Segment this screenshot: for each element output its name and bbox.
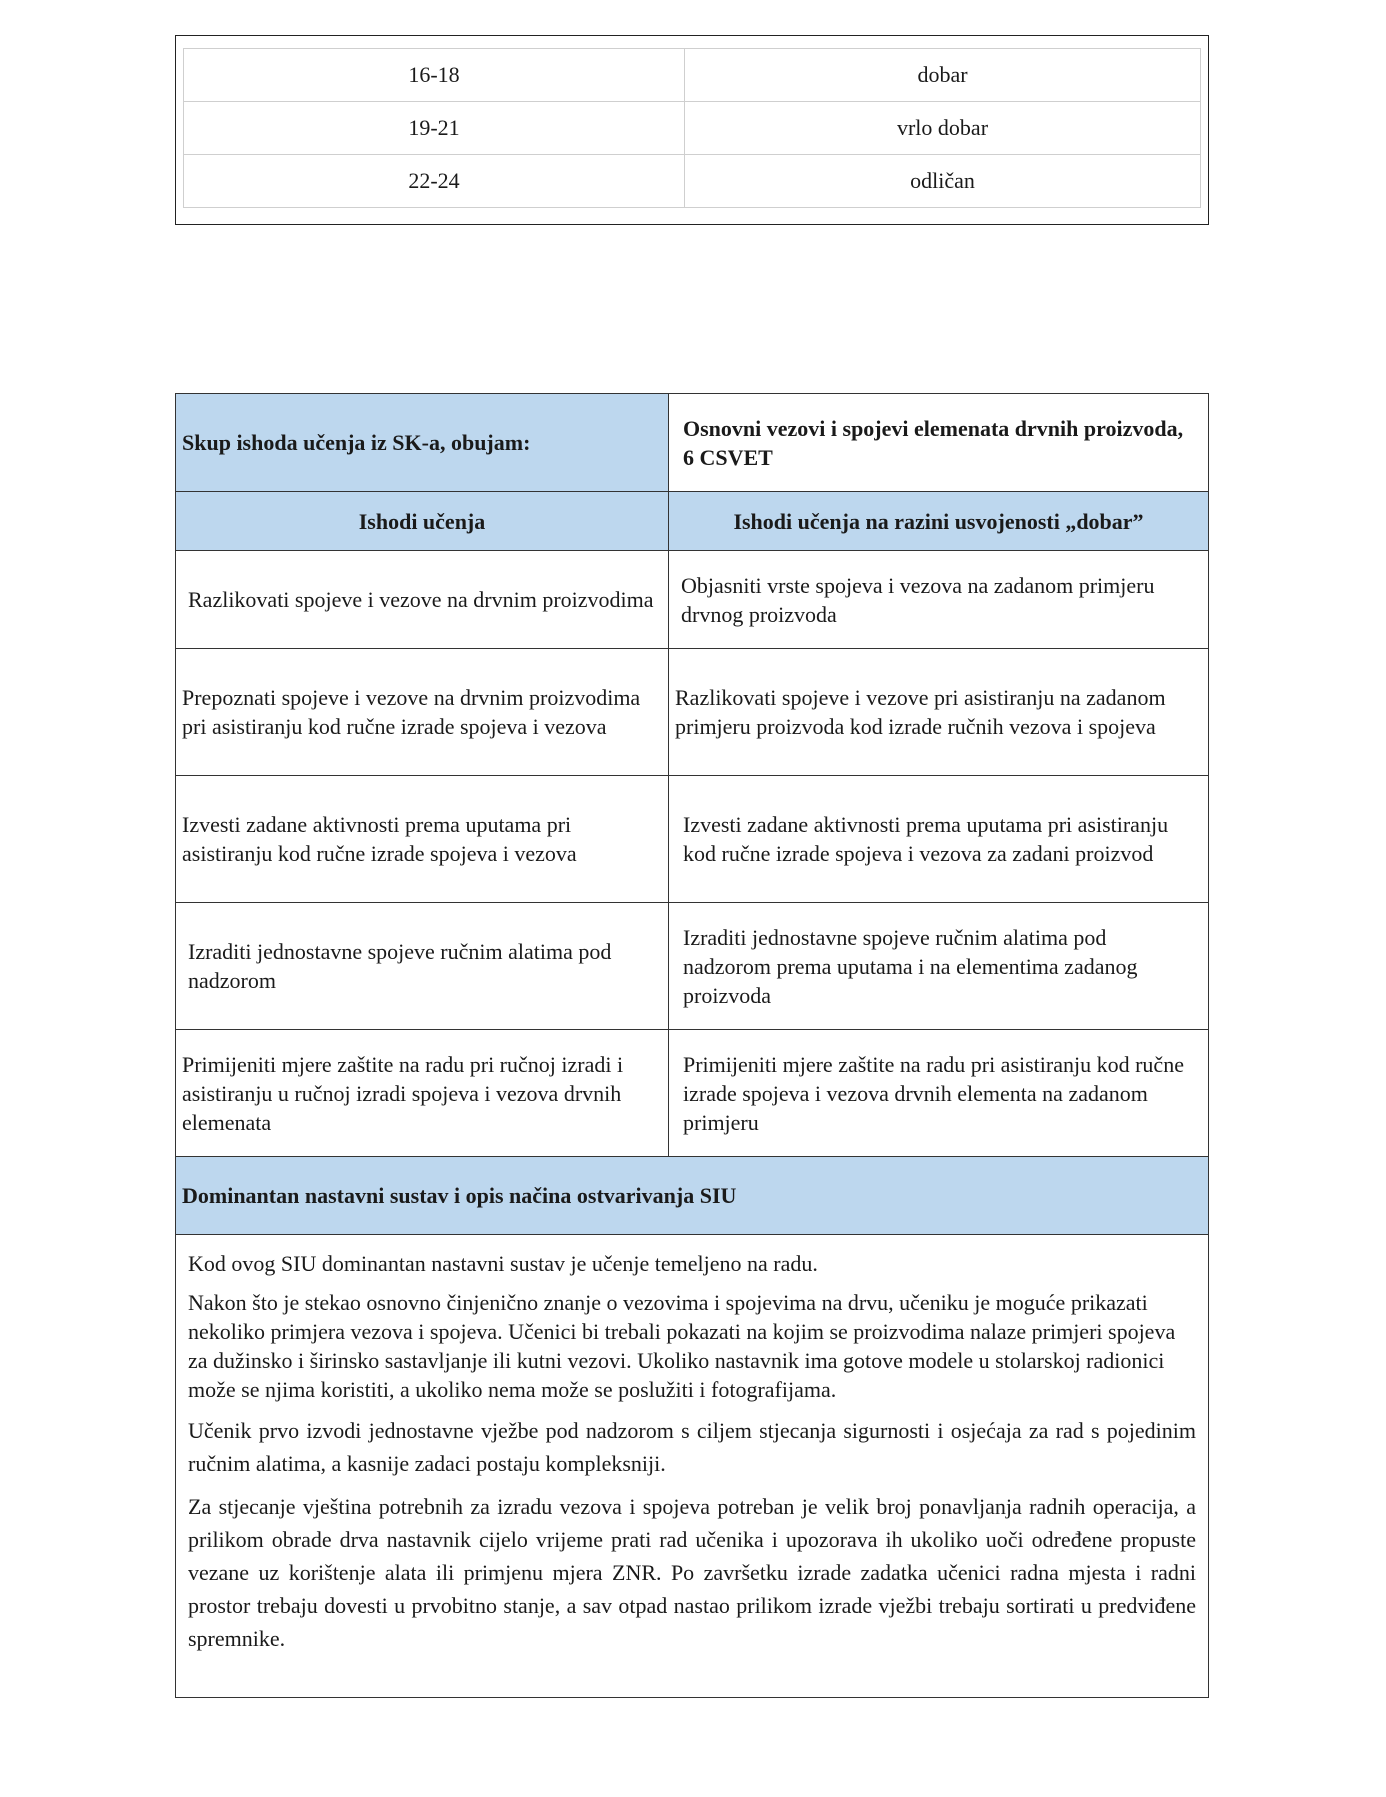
table-row: [176, 776, 1209, 903]
outcome-cell: Izvesti zadane aktivnosti prema uputama pri asistiranju kod ručne izrade spojeva i vezova: [176, 776, 669, 903]
paragraph: Kod ovog SIU dominantan nastavni sustav je učenje temeljeno na radu.: [188, 1251, 818, 1276]
outcome-cell: Primijeniti mjere zaštite na radu pri ručnoj izradi i asistiranju u ručnoj izradi spojeva i vezova drvnih elemenata: [176, 1030, 669, 1157]
paragraph: Učenik prvo izvodi jednostavne vježbe pod nadzorom s ciljem stjecanja sigurnosti i osjećaja za rad s pojedinim ručnim alatima, a kasnije zadaci postaju kompleksniji.: [188, 1418, 1196, 1476]
points-range-cell: 16-18: [184, 49, 685, 102]
grade-scale-table: [175, 35, 1209, 225]
table-row: [176, 551, 1209, 649]
column-header-outcomes: Ishodi učenja: [176, 492, 669, 551]
outcome-cell: Izraditi jednostavne spojeve ručnim alatima pod nadzorom: [176, 903, 669, 1030]
grade-table: [183, 48, 1201, 208]
set-label: Skup ishoda učenja iz SK-a, obujam:: [176, 394, 669, 492]
section-title: Dominantan nastavni sustav i opis načina ostvarivanja SIU: [176, 1157, 1209, 1235]
good-level-cell: Objasniti vrste spojeva i vezova na zadanom primjeru drvnog proizvoda: [669, 551, 1209, 649]
grade-cell: dobar: [685, 49, 1201, 102]
points-range-cell: 22-24: [184, 155, 685, 208]
table-row: [176, 903, 1209, 1030]
learning-outcomes-table: [175, 393, 1209, 1698]
grade-cell: vrlo dobar: [685, 102, 1201, 155]
set-value: Osnovni vezovi i spojevi elemenata drvnih proizvoda, 6 CSVET: [669, 394, 1209, 492]
outcome-cell: Razlikovati spojeve i vezove na drvnim proizvodima: [176, 551, 669, 649]
good-level-cell: Primijeniti mjere zaštite na radu pri asistiranju kod ručne izrade spojeva i vezova drvnih elementa na zadanom primjeru: [669, 1030, 1209, 1157]
column-header-good-level: Ishodi učenja na razini usvojenosti „dobar”: [669, 492, 1209, 551]
table-row: [184, 102, 1201, 155]
good-level-cell: Razlikovati spojeve i vezove pri asistiranju na zadanom primjeru proizvoda kod izrade ručnih vezova i spojeva: [669, 649, 1209, 776]
table-row: [176, 649, 1209, 776]
outcome-cell: Prepoznati spojeve i vezove na drvnim proizvodima pri asistiranju kod ručne izrade spojeva i vezova: [176, 649, 669, 776]
column-header-row: [176, 492, 1209, 551]
good-level-cell: Izraditi jednostavne spojeve ručnim alatima pod nadzorom prema uputama i na elementima zadanog proizvoda: [669, 903, 1209, 1030]
section-header-row: [176, 1157, 1209, 1235]
description-cell: [176, 1235, 1209, 1698]
grade-cell: odličan: [685, 155, 1201, 208]
good-level-cell: Izvesti zadane aktivnosti prema uputama pri asistiranju kod ručne izrade spojeva i vezova za zadani proizvod: [669, 776, 1209, 903]
set-header-row: [176, 394, 1209, 492]
table-row: [184, 49, 1201, 102]
description-row: [176, 1235, 1209, 1698]
points-range-cell: 19-21: [184, 102, 685, 155]
table-row: [184, 155, 1201, 208]
table-row: [176, 1030, 1209, 1157]
paragraph: Nakon što je stekao osnovno činjenično znanje o vezovima i spojevima na drvu, učeniku je moguće prikazati nekoliko primjera vezova i spojeva. Učenici bi trebali pokazati na kojim se proizvodima nalaze primjeri spojeva za dužinsko i širinsko sastavljanje ili kutni vezovi. Ukoliko nastavnik ima gotove modele u stolarskoj radionici može se njima koristiti, a ukoliko nema može se poslužiti i fotografijama.: [188, 1290, 1176, 1402]
paragraph: Za stjecanje vještina potrebnih za izradu vezova i spojeva potreban je velik broj ponavljanja radnih operacija, a prilikom obrade drva nastavnik cijelo vrijeme prati rad učenika i upozorava ih ukoliko uoči određene propuste vezane uz korištenje alata ili primjenu mjera ZNR. Po završetku izrade zadatka učenici radna mjesta i radni prostor trebaju dovesti u prvobitno stanje, a sav otpad nastao prilikom izrade vježbi trebaju sortirati u predviđene spremnike.: [188, 1494, 1196, 1651]
